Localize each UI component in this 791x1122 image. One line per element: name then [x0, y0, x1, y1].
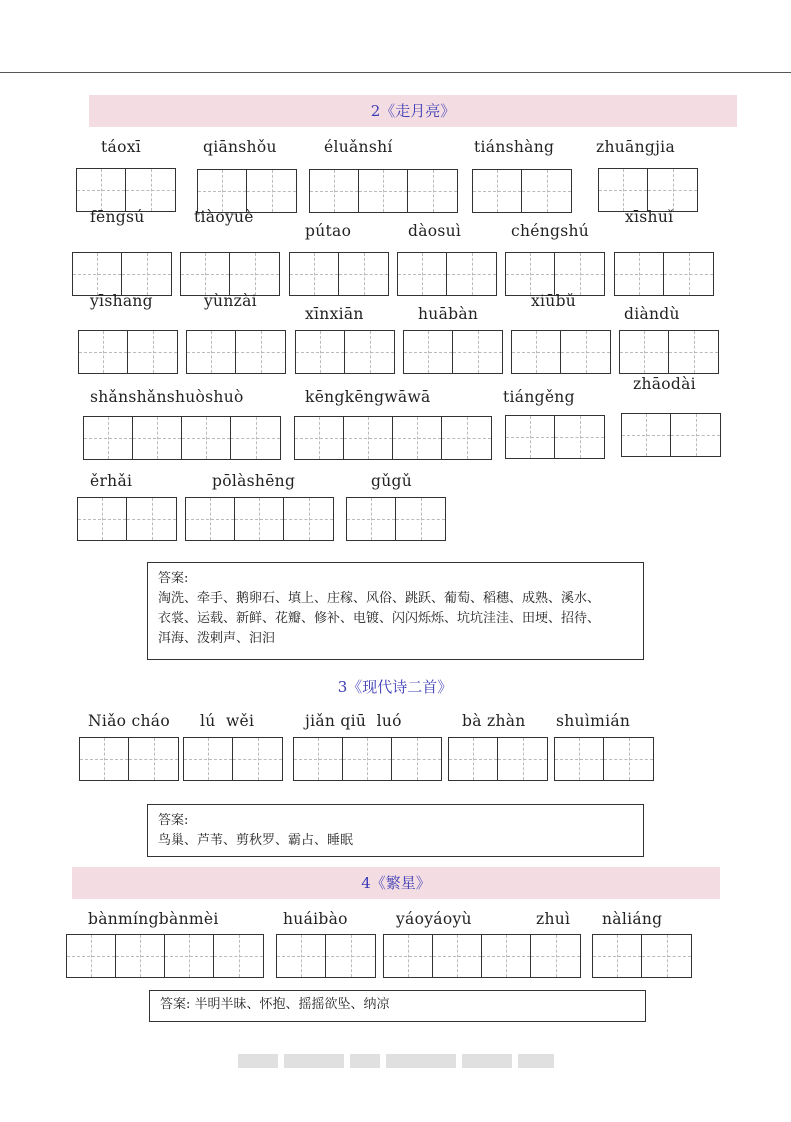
writing-grid[interactable] [185, 497, 334, 541]
header-rule [0, 72, 791, 73]
writing-grid[interactable] [505, 415, 605, 459]
answer-box [147, 804, 644, 857]
pinyin-label: tiàoyuè [194, 208, 254, 226]
writing-grid[interactable] [276, 934, 376, 978]
answer-label: 答案: [158, 813, 189, 828]
pinyin-label: Niǎo cháo [88, 712, 170, 730]
writing-grid[interactable] [183, 737, 283, 781]
pinyin-label: chéngshú [511, 222, 590, 240]
pinyin-label: bànmíngbànmèi [88, 910, 219, 928]
writing-grid[interactable] [403, 330, 503, 374]
watermark [238, 1054, 554, 1072]
answer-line: 洱海、泼剌声、汩汩 [158, 631, 276, 646]
writing-grid[interactable] [505, 252, 605, 296]
pinyin-label: fēngsú [90, 208, 145, 226]
section-title-band [72, 867, 720, 899]
pinyin-label: jiǎn qiū luó [305, 712, 402, 730]
pinyin-label: huáibào [283, 910, 348, 928]
pinyin-label: lú wěi [200, 712, 255, 730]
answer-line: 衣裳、运载、新鲜、花瓣、修补、电镀、闪闪烁烁、坑坑洼洼、田埂、招待、 [158, 611, 601, 626]
pinyin-label: nàliáng [602, 910, 663, 928]
answer-label: 答案: [158, 571, 189, 586]
pinyin-label: diàndù [624, 305, 680, 323]
pinyin-label: xīshuǐ [625, 208, 674, 226]
pinyin-label: táoxī [101, 138, 142, 156]
answer-line: 淘洗、牵手、鹅卵石、填上、庄稼、风俗、跳跃、葡萄、稻穗、成熟、溪水、 [158, 591, 601, 606]
pinyin-label: pútao [305, 222, 352, 240]
writing-grid[interactable] [592, 934, 692, 978]
answer-line: 答案: 半明半昧、怀抱、摇摇欲坠、纳凉 [160, 997, 390, 1012]
pinyin-label: shuìmián [556, 712, 631, 730]
section-title: 4《繁星》 [361, 874, 431, 892]
section-title-band [89, 95, 737, 127]
pinyin-label: yīshang [90, 292, 153, 310]
section-title: 2《走月亮》 [370, 102, 456, 120]
writing-grid[interactable] [397, 252, 497, 296]
answer-line: 鸟巢、芦苇、剪秋罗、霸占、睡眠 [158, 833, 354, 848]
writing-grid[interactable] [66, 934, 264, 978]
pinyin-label: ěrhǎi [90, 472, 133, 490]
writing-grid[interactable] [554, 737, 654, 781]
section-title: 3《现代诗二首》 [337, 678, 453, 696]
writing-grid[interactable] [295, 330, 395, 374]
pinyin-label: qiānshǒu [203, 138, 277, 156]
writing-grid[interactable] [77, 497, 177, 541]
pinyin-label: gǔgǔ [371, 472, 413, 490]
writing-grid[interactable] [309, 169, 458, 213]
writing-grid[interactable] [79, 737, 179, 781]
pinyin-label: huābàn [418, 305, 479, 323]
pinyin-label: kēngkēngwāwā [305, 388, 431, 406]
writing-grid[interactable] [511, 330, 611, 374]
writing-grid[interactable] [83, 416, 281, 460]
pinyin-label: éluǎnshí [324, 138, 393, 156]
writing-grid[interactable] [186, 330, 286, 374]
pinyin-label: zhāodài [633, 375, 696, 393]
answer-box [149, 990, 646, 1022]
writing-grid[interactable] [72, 252, 172, 296]
writing-grid[interactable] [621, 413, 721, 457]
pinyin-label: tiángěng [503, 388, 575, 406]
pinyin-label: zhuì [536, 910, 571, 928]
pinyin-label: xiūbǔ [531, 292, 577, 310]
pinyin-label: shǎnshǎnshuòshuò [90, 388, 244, 406]
writing-grid[interactable] [78, 330, 178, 374]
pinyin-label: yáoyáoyù [396, 910, 472, 928]
writing-grid[interactable] [614, 252, 714, 296]
writing-grid[interactable] [448, 737, 548, 781]
writing-grid[interactable] [598, 168, 698, 212]
pinyin-label: yùnzài [204, 292, 257, 310]
pinyin-label: pōlàshēng [212, 472, 296, 490]
writing-grid[interactable] [293, 737, 442, 781]
pinyin-label: zhuāngjia [596, 138, 675, 156]
writing-grid[interactable] [294, 416, 492, 460]
writing-grid[interactable] [619, 330, 719, 374]
writing-grid[interactable] [472, 169, 572, 213]
writing-grid[interactable] [197, 169, 297, 213]
pinyin-label: bà zhàn [462, 712, 526, 730]
pinyin-label: dàosuì [408, 222, 462, 240]
writing-grid[interactable] [383, 934, 581, 978]
pinyin-label: xīnxiān [305, 305, 364, 323]
writing-grid[interactable] [289, 252, 389, 296]
writing-grid[interactable] [76, 168, 176, 212]
pinyin-label: tiánshàng [474, 138, 555, 156]
writing-grid[interactable] [180, 252, 280, 296]
answer-box [147, 562, 644, 660]
writing-grid[interactable] [346, 497, 446, 541]
